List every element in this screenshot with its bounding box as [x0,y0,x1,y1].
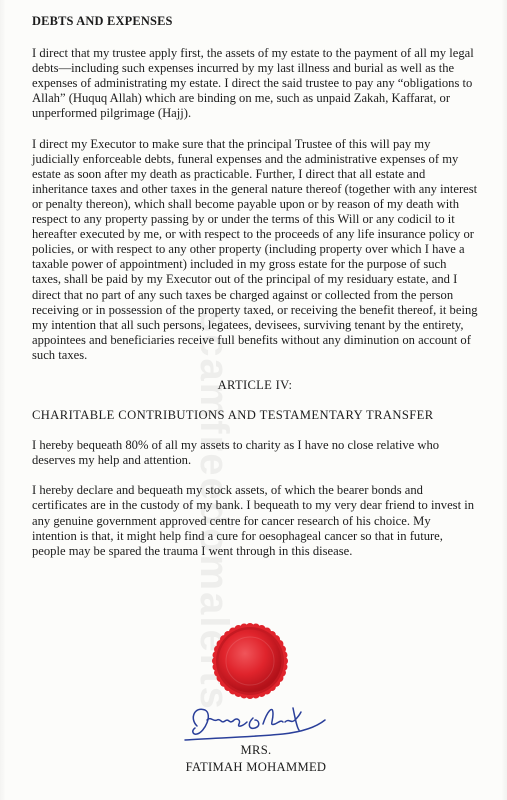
paragraph-charity: I hereby bequeath 80% of all my assets to charity as I have no close relative who deserves my help and attention. [32,438,440,468]
wax-seal-icon [211,622,289,700]
signatory-name: FATIMAH MOHAMMED [185,760,327,774]
paragraph-debts: I direct that my trustee apply first, the assets of my estate to the payment of all my legal debts—including such expenses incurred by my last illness and burial as well as the expenses of administrating my estate. I direct the said trustee to pay any “obligations to Allah” (Huquq Allah) which are binding on me, such as unpaid Zakah, Kaffarat, or unperformed pilgrimage (Hajj). [32,46,474,121]
article-title: ARTICLE IV: [217,377,293,392]
handwritten-signature [183,698,331,748]
paragraph-executor: I direct my Executor to make sure that the principal Trustee of this will pay my judicially enforceable debts, funeral expenses and the administrative expenses of my estate as soon after my death as practicable. Further, I direct that all estate and inheritance taxes and other taxes in the general nature thereof (together with any interest or penalty thereon), which shall become payable upon or by reason of my death with respect to any property passing by or under the terms of this Will or any codicil to it hereafter executed by me, or with respect to the proceeds of any life insurance policy or policies, or with respect to any other property (including property over which I have a taxable power of appointment) included in my gross estate for the purpose of such taxes, shall be paid by my Executor out of the principal of my residuary estate, and I direct that no part of any such taxes be charged against or collected from the person receiving or in possession of the property taxed, or receiving the benefit thereof, it being my intention that all such persons, legatees, devisees, surviving tenant by the entirety, appointees and beneficiaries receive full benefits without any diminution on account of such taxes. [32,136,478,362]
article-subtitle: CHARITABLE CONTRIBUTIONS AND TESTAMENTARY TRANSFER [32,408,434,423]
document-body [32,14,478,574]
section-heading: DEBTS AND EXPENSES [32,14,173,28]
signatory [171,742,341,776]
signatory-title: MRS. [240,743,272,757]
paragraph-stock-assets: I hereby declare and bequeath my stock assets, of which the bearer bonds and certificates are in the custody of my bank. I bequeath to my very dear friend to invest in any genuine government approved centre for cancer research of his choice. My intention is that, it might help find a cure for oesophageal cancer so that in future, people may be spared the trauma I went through in this disease. [32,483,475,558]
watermark: scamfreedomalerts [192,310,236,711]
